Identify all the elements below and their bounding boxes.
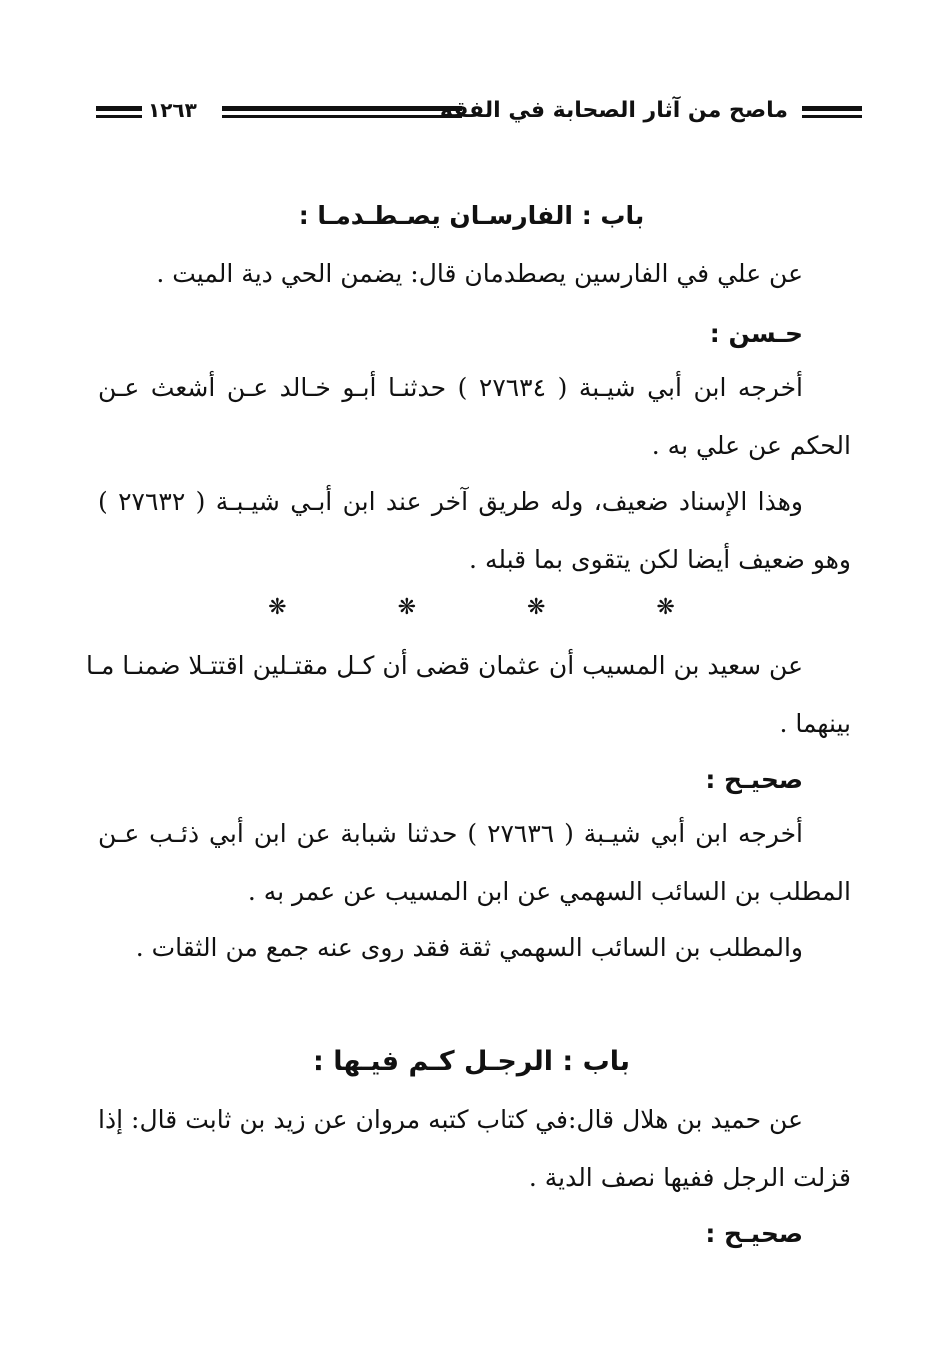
- page-header: [96, 96, 862, 136]
- takhrij-text: أخرجه ابن أبي شيـبة ( ٢٧٦٣٤ ) حدثنـا أبـو خـالد عـن أشعث عـن: [98, 373, 803, 402]
- section-heading: باب : الفارسـان يصـطـدمـا :: [298, 201, 645, 230]
- takhrij-text: المطلب بن السائب السهمي عن ابن المسيب عن عمر به .: [247, 877, 851, 906]
- section-separator: ❋ ❋ ❋ ❋: [268, 595, 727, 620]
- takhrij-text: أخرجه ابن أبي شيـبة ( ٢٧٦٣٦ ) حدثنا شبابة عن ابن أبي ذئـب عـن: [98, 819, 803, 848]
- hadith-text: عن علي في الفارسين يصطدمان قال: يضمن الحي دية الميت .: [156, 259, 803, 288]
- takhrij-text: الحكم عن علي به .: [651, 431, 851, 460]
- hadith-text: عن سعيد بن المسيب أن عثمان قضى أن كـل مقتـلين اقتتـلا ضمنـا مـا: [86, 651, 803, 680]
- header-rule-right: [802, 106, 862, 118]
- commentary-text: وهذا الإسناد ضعيف، وله طريق آخر عند ابن أبـي شيـبـة ( ٢٧٦٣٢ ): [98, 487, 803, 516]
- page-number: ١٢٦٣: [148, 98, 197, 122]
- section-heading: باب : الرجـل كـم فيـها :: [313, 1046, 630, 1077]
- grading-label: حـسن :: [709, 319, 803, 348]
- hadith-text: قزلت الرجل ففيها نصف الدية .: [528, 1163, 851, 1192]
- hadith-text: بينهما .: [779, 709, 851, 738]
- commentary-text: والمطلب بن السائب السهمي ثقة فقد روى عنه جمع من الثقات .: [135, 933, 803, 962]
- hadith-text: عن حميد بن هلال قال:في كتاب كتبه مروان عن زيد بن ثابت قال: إذا: [98, 1105, 803, 1134]
- header-rule-left: [96, 106, 142, 118]
- header-rule-middle: [222, 106, 462, 118]
- grading-label: صحيـح :: [705, 765, 803, 794]
- running-title: ماصح من آثار الصحابة في الفقه: [439, 98, 788, 123]
- commentary-text: وهو ضعيف أيضا لكن يتقوى بما قبله .: [469, 545, 851, 574]
- grading-label: صحيـح :: [705, 1219, 803, 1248]
